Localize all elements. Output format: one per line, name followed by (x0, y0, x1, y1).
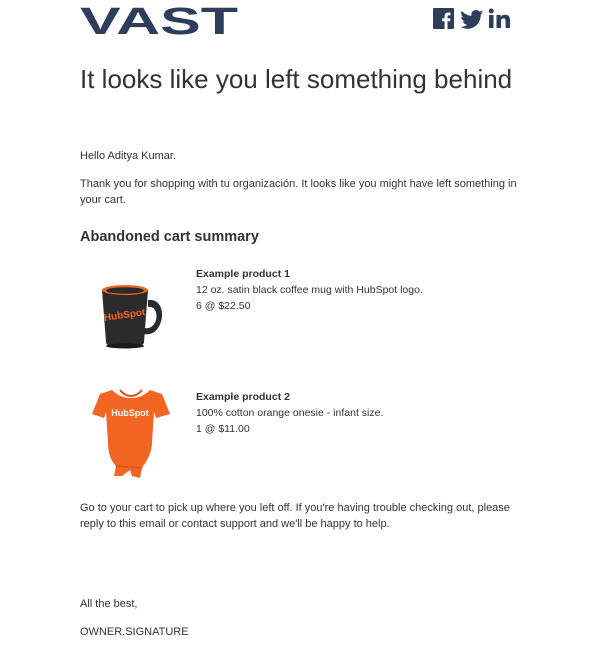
product-quantity-price: 1 @ $11.00 (196, 423, 250, 435)
onesie-product-image[interactable] (90, 384, 172, 484)
logo-text: VAST (80, 3, 238, 37)
greeting-text: Hello Aditya Kumar. (80, 150, 176, 162)
product-name: Example product 1 (196, 268, 290, 280)
linkedin-icon[interactable] (488, 8, 512, 30)
facebook-icon[interactable] (432, 8, 456, 30)
cart-summary-title: Abandoned cart summary (80, 229, 259, 245)
outro-text: Go to your cart to pick up where you left off. If you're having trouble checking out, please reply to this email or contact support and we'll be happy to help. (80, 502, 510, 530)
product-item (196, 389, 516, 437)
mug-logo-text: HubSpot (103, 307, 147, 324)
twitter-icon[interactable] (460, 8, 484, 30)
vast-logo[interactable] (80, 3, 240, 37)
sign-off-text: All the best, (80, 598, 138, 610)
intro-text: Thank you for shopping with tu organización. It looks like you might have left something in your cart. (80, 178, 517, 206)
product-description: 12 oz. satin black coffee mug with HubSpot logo. (196, 284, 423, 296)
product-name: Example product 2 (196, 391, 290, 403)
social-links (432, 8, 512, 30)
onesie-logo-text: HubSpot (111, 408, 149, 418)
product-quantity-price: 6 @ $22.50 (196, 300, 251, 312)
signature-text: OWNER.SIGNATURE (80, 626, 189, 638)
email-headline: It looks like you left something behind (80, 64, 513, 94)
product-description: 100% cotton orange onesie - infant size. (196, 407, 384, 419)
product-item (196, 266, 516, 314)
mug-product-image[interactable] (90, 278, 172, 354)
